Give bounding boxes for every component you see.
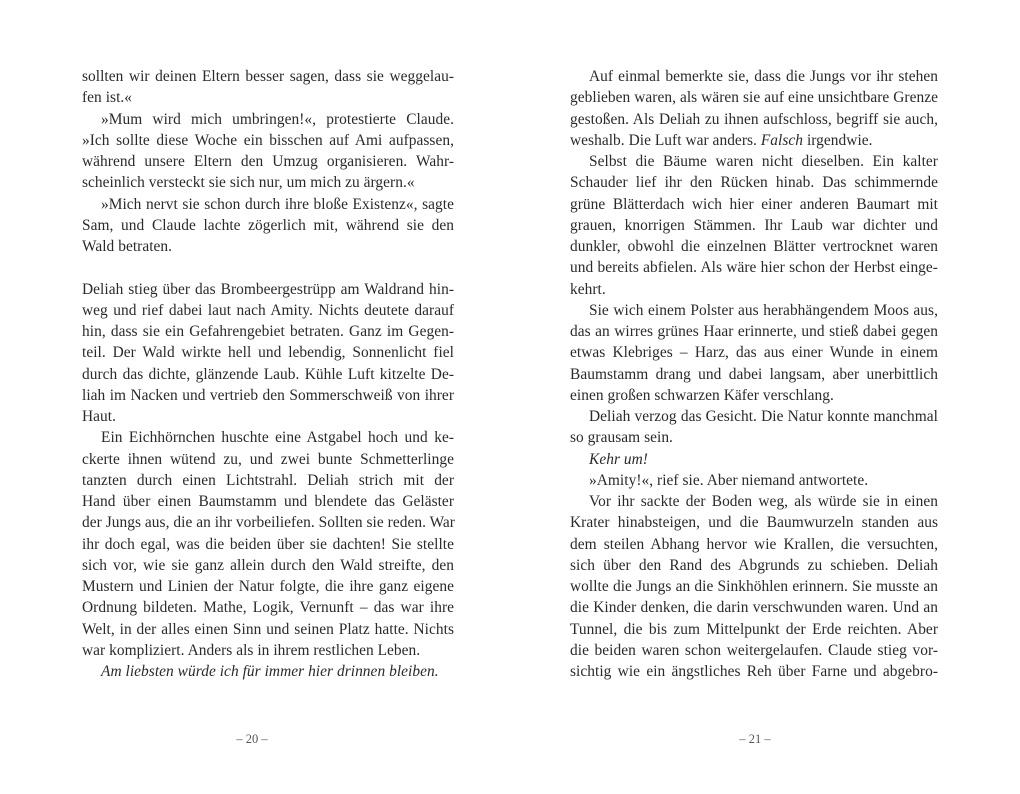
text-line: teil. Der Wald wirkte hell und lebendig, Sonnenlicht fiel (82, 344, 454, 362)
text-line: Wald betraten. (82, 238, 173, 255)
italic-thought-line: Kehr um! (589, 450, 648, 468)
text-line: kehrt. (570, 280, 606, 298)
text-line: die Kinder denken, die darin verschwunden waren. Und an (570, 599, 938, 617)
text-segment: irgendwie. (806, 131, 873, 149)
text-line: »Mum wird mich umbringen!«, protestierte Claude. (101, 110, 454, 128)
text-line: Selbst die Bäume waren nicht dieselben. Ein kalter (589, 153, 938, 170)
text-line: geblieben waren, als wären sie auf eine unsichtbare Grenze (570, 89, 938, 107)
text-line: grüne Blätterdach wich hier einer anderen Baumart mit (570, 195, 938, 213)
text-line: Sie wich einem Polster aus herabhängendem Moos aus, (589, 301, 938, 319)
italic-thought-line: Am liebsten würde ich für immer hier drinnen bleiben. (101, 663, 439, 680)
text-line: und bereits abfielen. Als wäre hier schon der Herbst einge- (570, 259, 938, 277)
text-line: scheinlich versteckt sie sich nur, um mich zu ärgern.« (82, 174, 415, 192)
text-line: Ein Eichhörnchen huschte eine Astgabel hoch und ke- (101, 429, 454, 447)
text-line: dunkler, obwohl die einzelnen Blätter vertrocknet waren (570, 238, 938, 255)
text-line: Tunnel, die bis zum Mittelpunkt der Erde reichten. Aber (570, 620, 938, 638)
text-line: dem steilen Abhang hervor wie Krallen, die versuchten, (570, 535, 938, 553)
italic-word: Falsch (760, 131, 804, 149)
text-line: Mustern und Linien der Natur folgte, die ihre ganz eigene (82, 578, 454, 595)
text-line: wollte die Jungs an die Sinkhöhlen erinnern. Sie musste an (570, 578, 938, 595)
text-line: das an wirres grünes Haar erinnerte, und stieß dabei gegen (570, 323, 938, 340)
text-line: sollten wir deinen Eltern besser sagen, dass sie weggelau- (82, 68, 454, 85)
text-line: Ordnung bildeten. Mathe, Logik, Vernunft – das war ihre (82, 599, 454, 617)
text-line: sichtig wie ein ängstliches Reh über Farne und abgebro- (570, 663, 938, 680)
text-line: »Mich nervt sie schon durch ihre bloße Existenz«, sagte (101, 195, 454, 213)
text-line: war kompliziert. Anders als in ihrem restlichen Leben. (82, 641, 421, 659)
text-line: »Ich sollte diese Woche ein bisschen auf Ami aufpassen, (82, 131, 454, 149)
text-line: Auf einmal bemerkte sie, dass die Jungs vor ihr stehen (589, 68, 938, 85)
text-line: während unsere Eltern den Umzug organisieren. Wahr- (82, 153, 454, 170)
text-line: Vor ihr sackte der Boden weg, als würde sie in einen (589, 493, 938, 510)
text-line: der Jungs aus, die an ihr vorbeiliefen. Sollten sie reden. War (82, 514, 455, 532)
text-line: sich über den Rand des Abgrunds zu schieben. Deliah (570, 556, 938, 574)
text-line: gestoßen. Als Deliah zu ihnen aufschloss, begriff sie auch, (570, 110, 938, 128)
text-line: weg und rief dabei laut nach Amity. Nichts deutete darauf (82, 301, 454, 319)
text-line (570, 130, 938, 151)
text-line: Hand über einen Baumstamm und blendete das Geläster (82, 493, 454, 510)
text-line: Deliah stieg über das Brombeergestrüpp am Waldrand hin- (82, 280, 454, 298)
text-line: ihr doch egal, was die beiden über sie dachten! Sie stellte (82, 535, 454, 553)
text-line: ckerte ihnen wütend zu, und zwei bunte Schmetterlinge (82, 450, 454, 468)
text-line: tanzten durch einen Lichtstrahl. Deliah strich mit der (82, 471, 454, 489)
text-line: Baumstamm drang und dabei langsam, aber unerbittlich (570, 365, 938, 383)
text-line: sich vor, wie sie ganz allein durch den Wald streifte, den (82, 556, 454, 574)
text-line: etwas Klebriges – Harz, das aus einer Wunde in einem (570, 344, 938, 362)
text-line: Welt, in der alles einen Sinn und seinen Platz hatte. Nichts (82, 620, 454, 638)
text-segment: weshalb. Die Luft war anders. (570, 131, 757, 149)
section-break (82, 257, 454, 278)
text-line: so grausam sein. (570, 429, 673, 447)
text-line: liah im Nacken und vertrieb den Sommerschweiß von ihrer (82, 386, 454, 404)
text-line: durch das dichte, glänzende Laub. Kühle Luft kitzelte De- (82, 365, 454, 383)
right-page (570, 66, 938, 682)
text-line: Krater hinabsteigen, und die Baumwurzeln standen aus (570, 514, 938, 532)
text-line: hin, dass sie ein Gefahrengebiet betraten. Ganz im Gegen- (82, 323, 454, 340)
left-page (82, 66, 454, 682)
text-line: »Amity!«, rief sie. Aber niemand antwortete. (589, 471, 869, 489)
text-line: die beiden waren schon weitergelaufen. Claude stieg vor- (570, 641, 938, 659)
text-line: Haut. (82, 408, 117, 425)
text-line: grauen, knorrigen Stämmen. Ihr Laub war dichter und (570, 216, 938, 234)
text-line: fen ist.« (82, 89, 133, 107)
text-line: Deliah verzog das Gesicht. Die Natur konnte manchmal (589, 408, 938, 425)
text-line: Schauder lief ihr den Rücken hinab. Das schimmernde (570, 174, 938, 192)
text-line: einen großen schwarzen Käfer verschlang. (570, 386, 834, 404)
page-number-right: – 21 – (739, 732, 771, 746)
text-line: Sam, und Claude lachte zögerlich mit, während sie den (82, 216, 454, 234)
page-number-left: – 20 – (236, 732, 268, 746)
